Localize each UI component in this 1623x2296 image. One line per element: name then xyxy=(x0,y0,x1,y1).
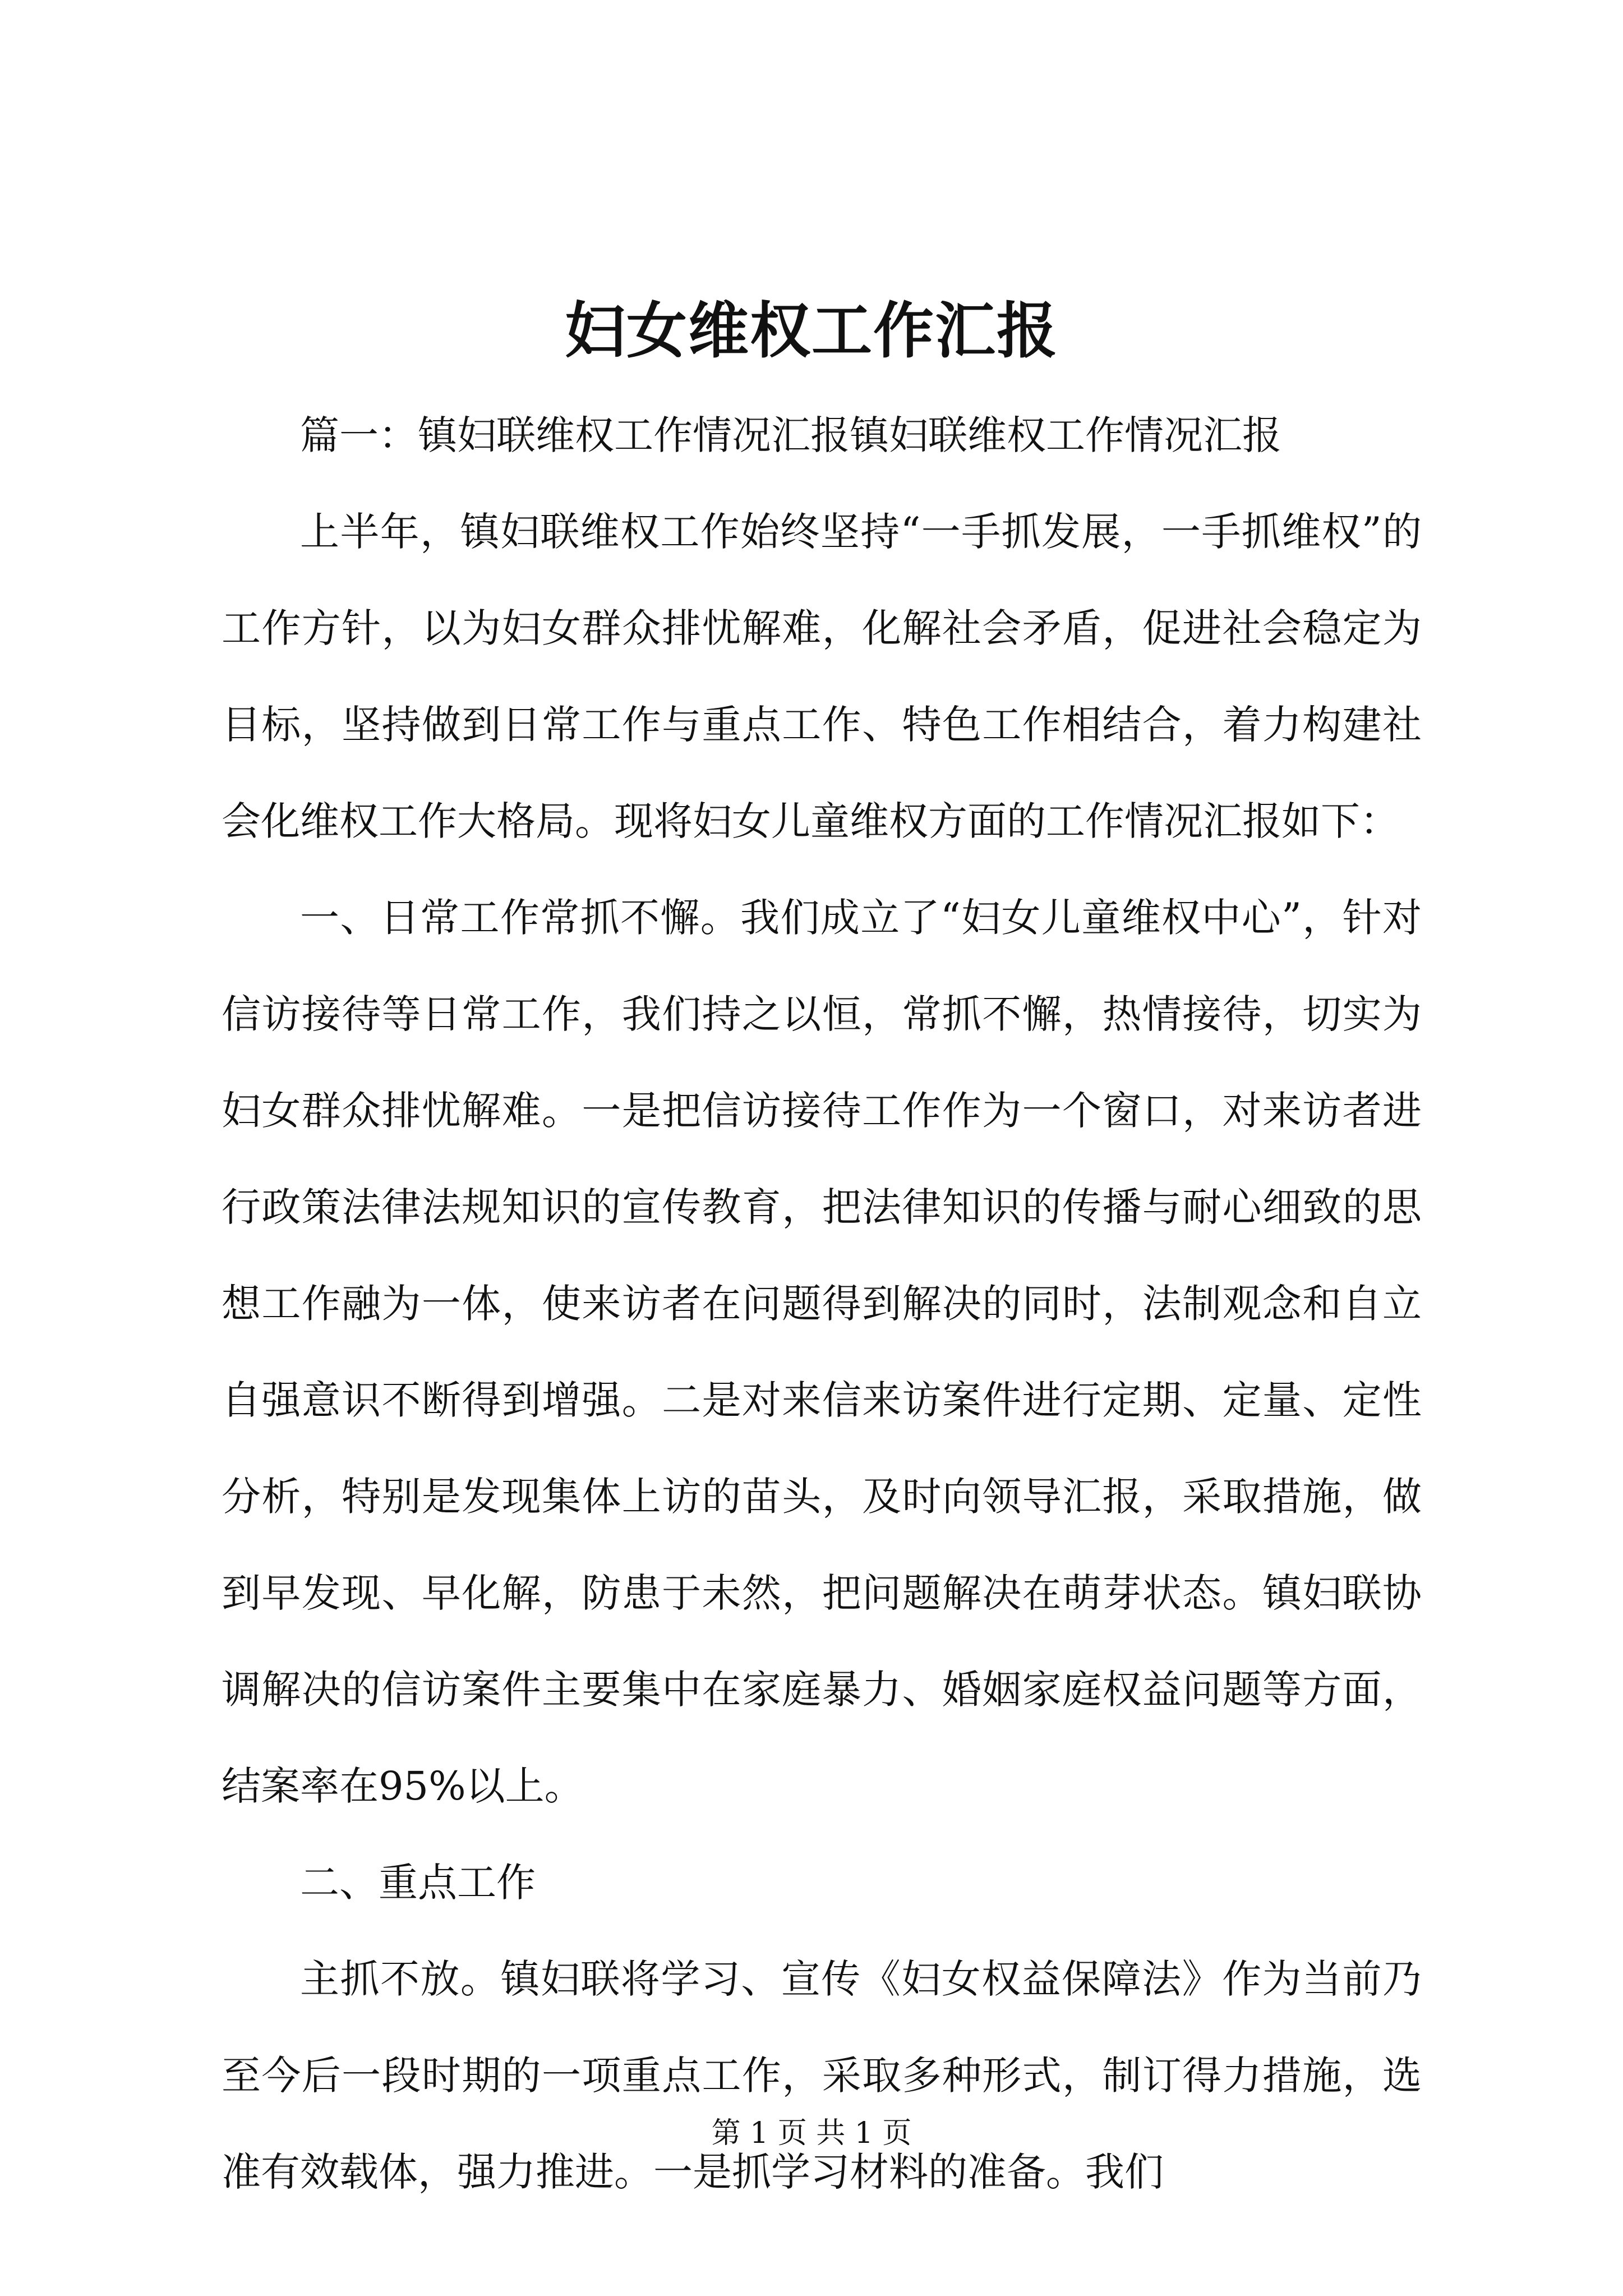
paragraph-key-work: 主抓不放。镇妇联将学习、宣传《妇女权益保障法》作为当前乃至今后一段时期的一项重点工作，采取多种形式，制订得力措施，选准有效载体，强力推进。一是抓学习材料的准备。我们 xyxy=(222,1956,1422,2195)
paragraph-intro: 上半年，镇妇联维权工作始终坚持“一手抓发展，一手抓维权”的工作方针，以为妇女群众排忧解难，化解社会矛盾，促进社会稳定为目标，坚持做到日常工作与重点工作、特色工作相结合，着力构建社会化维权工作大格局。现将妇女儿童维权方面的工作情况汇报如下： xyxy=(222,509,1422,844)
page-footer: 第 1 页 共 1 页 xyxy=(711,2116,912,2150)
document-body xyxy=(222,387,1422,2220)
paragraph-key-work-heading: 二、重点工作 xyxy=(300,1860,536,1906)
paragraph-daily-work: 一、日常工作常抓不懈。我们成立了“妇女儿童维权中心”，针对信访接待等日常工作，我们持之以恒，常抓不懈，热情接待，切实为妇女群众排忧解难。一是把信访接待工作作为一个窗口，对来访者进行政策法律法规知识的宣传教育，把法律知识的传播与耐心细致的思想工作融为一体，使来访者在问题得到解决的同时，法制观念和自立自强意识不断得到增强。二是对来信来访案件进行定期、定量、定性分析，特别是发现集体上访的苗头，及时向领导汇报，采取措施，做到早发现、早化解，防患于未然，把问题解决在萌芽状态。镇妇联协调解决的信访案件主要集中在家庭暴力、婚姻家庭权益问题等方面，结案率在95%以上。 xyxy=(222,895,1422,1809)
paragraph-heading-section: 篇一：镇妇联维权工作情况汇报镇妇联维权工作情况汇报 xyxy=(300,412,1281,458)
page-title: 妇女维权工作汇报 xyxy=(564,296,1058,366)
